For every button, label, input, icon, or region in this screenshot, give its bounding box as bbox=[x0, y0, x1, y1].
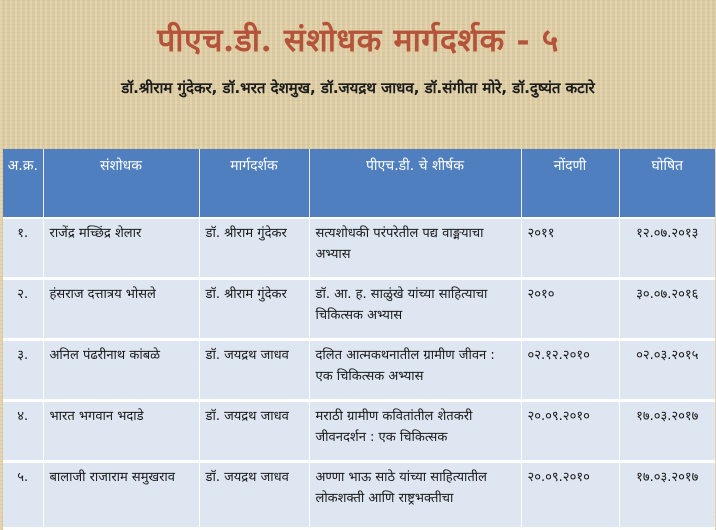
table-row bbox=[3, 340, 715, 401]
cell-guide: डॉ. श्रीराम गुंदेकर bbox=[199, 279, 309, 340]
page-title: पीएच.डी. संशोधक मार्गदर्शक - ५ bbox=[157, 21, 559, 59]
header-thesis-title: पीएच.डी. चे शीर्षक bbox=[309, 149, 521, 218]
table-row bbox=[3, 279, 715, 340]
cell-registration: २०.०९.२०१० bbox=[521, 462, 619, 529]
cell-researcher: राजेंद्र मच्छिंद्र शेलार bbox=[43, 218, 199, 279]
cell-thesis-title: डॉ. आ. ह. साळुंखे यांच्या साहित्याचा चिकित्सक अभ्यास bbox=[309, 279, 521, 340]
cell-serial: १. bbox=[3, 218, 43, 279]
cell-registration: २०.०९.२०१० bbox=[521, 401, 619, 462]
cell-declared: ०२.०३.२०१५ bbox=[619, 340, 715, 401]
cell-declared: ३०.०७.२०१६ bbox=[619, 279, 715, 340]
cell-thesis-title: सत्यशोधकी परंपरेतील पद्य वाङ्मयाचा अभ्यास bbox=[309, 218, 521, 279]
header-researcher: संशोधक bbox=[43, 149, 199, 218]
cell-thesis-title: मराठी ग्रामीण कवितांतील शेतकरी जीवनदर्शन : एक चिकित्सक bbox=[309, 401, 521, 462]
cell-declared: १२.०७.२०१३ bbox=[619, 218, 715, 279]
cell-researcher: बालाजी राजाराम समुखराव bbox=[43, 462, 199, 529]
header-guide: मार्गदर्शक bbox=[199, 149, 309, 218]
header-serial: अ.क्र. bbox=[3, 149, 43, 218]
cell-guide: डॉ. श्रीराम गुंदेकर bbox=[199, 218, 309, 279]
cell-researcher: हंसराज दत्तात्रय भोसले bbox=[43, 279, 199, 340]
cell-guide: डॉ. जयद्रथ जाधव bbox=[199, 462, 309, 529]
header-declared: घोषित bbox=[619, 149, 715, 218]
cell-researcher: भारत भगवान भदाडे bbox=[43, 401, 199, 462]
cell-thesis-title: दलित आत्मकथनातील ग्रामीण जीवन : एक चिकित्सक अभ्यास bbox=[309, 340, 521, 401]
cell-serial: ४. bbox=[3, 401, 43, 462]
cell-guide: डॉ. जयद्रथ जाधव bbox=[199, 401, 309, 462]
cell-declared: १७.०३.२०१७ bbox=[619, 462, 715, 529]
cell-serial: २. bbox=[3, 279, 43, 340]
cell-declared: १७.०३.२०१७ bbox=[619, 401, 715, 462]
cell-serial: ३. bbox=[3, 340, 43, 401]
cell-registration: २०१० bbox=[521, 279, 619, 340]
guides-line: डॉ.श्रीराम गुंदेकर, डॉ.भरत देशमुख, डॉ.जयद्रथ जाधव, डॉ.संगीता मोरे, डॉ.दुष्यंत कटारे bbox=[121, 79, 595, 97]
cell-serial: ५. bbox=[3, 462, 43, 529]
header-registration: नोंदणी bbox=[521, 149, 619, 218]
table-row bbox=[3, 462, 715, 529]
table-row bbox=[3, 218, 715, 279]
cell-researcher: अनिल पंढरीनाथ कांबळे bbox=[43, 340, 199, 401]
cell-guide: डॉ. जयद्रथ जाधव bbox=[199, 340, 309, 401]
cell-registration: २०११ bbox=[521, 218, 619, 279]
cell-registration: ०२.१२.२०१० bbox=[521, 340, 619, 401]
table-row bbox=[3, 401, 715, 462]
cell-thesis-title: अण्णा भाऊ साठे यांच्या साहित्यातील लोकशक्ती आणि राष्ट्रभक्तीचा bbox=[309, 462, 521, 529]
table-header-row bbox=[3, 149, 715, 218]
phd-table bbox=[3, 149, 715, 530]
